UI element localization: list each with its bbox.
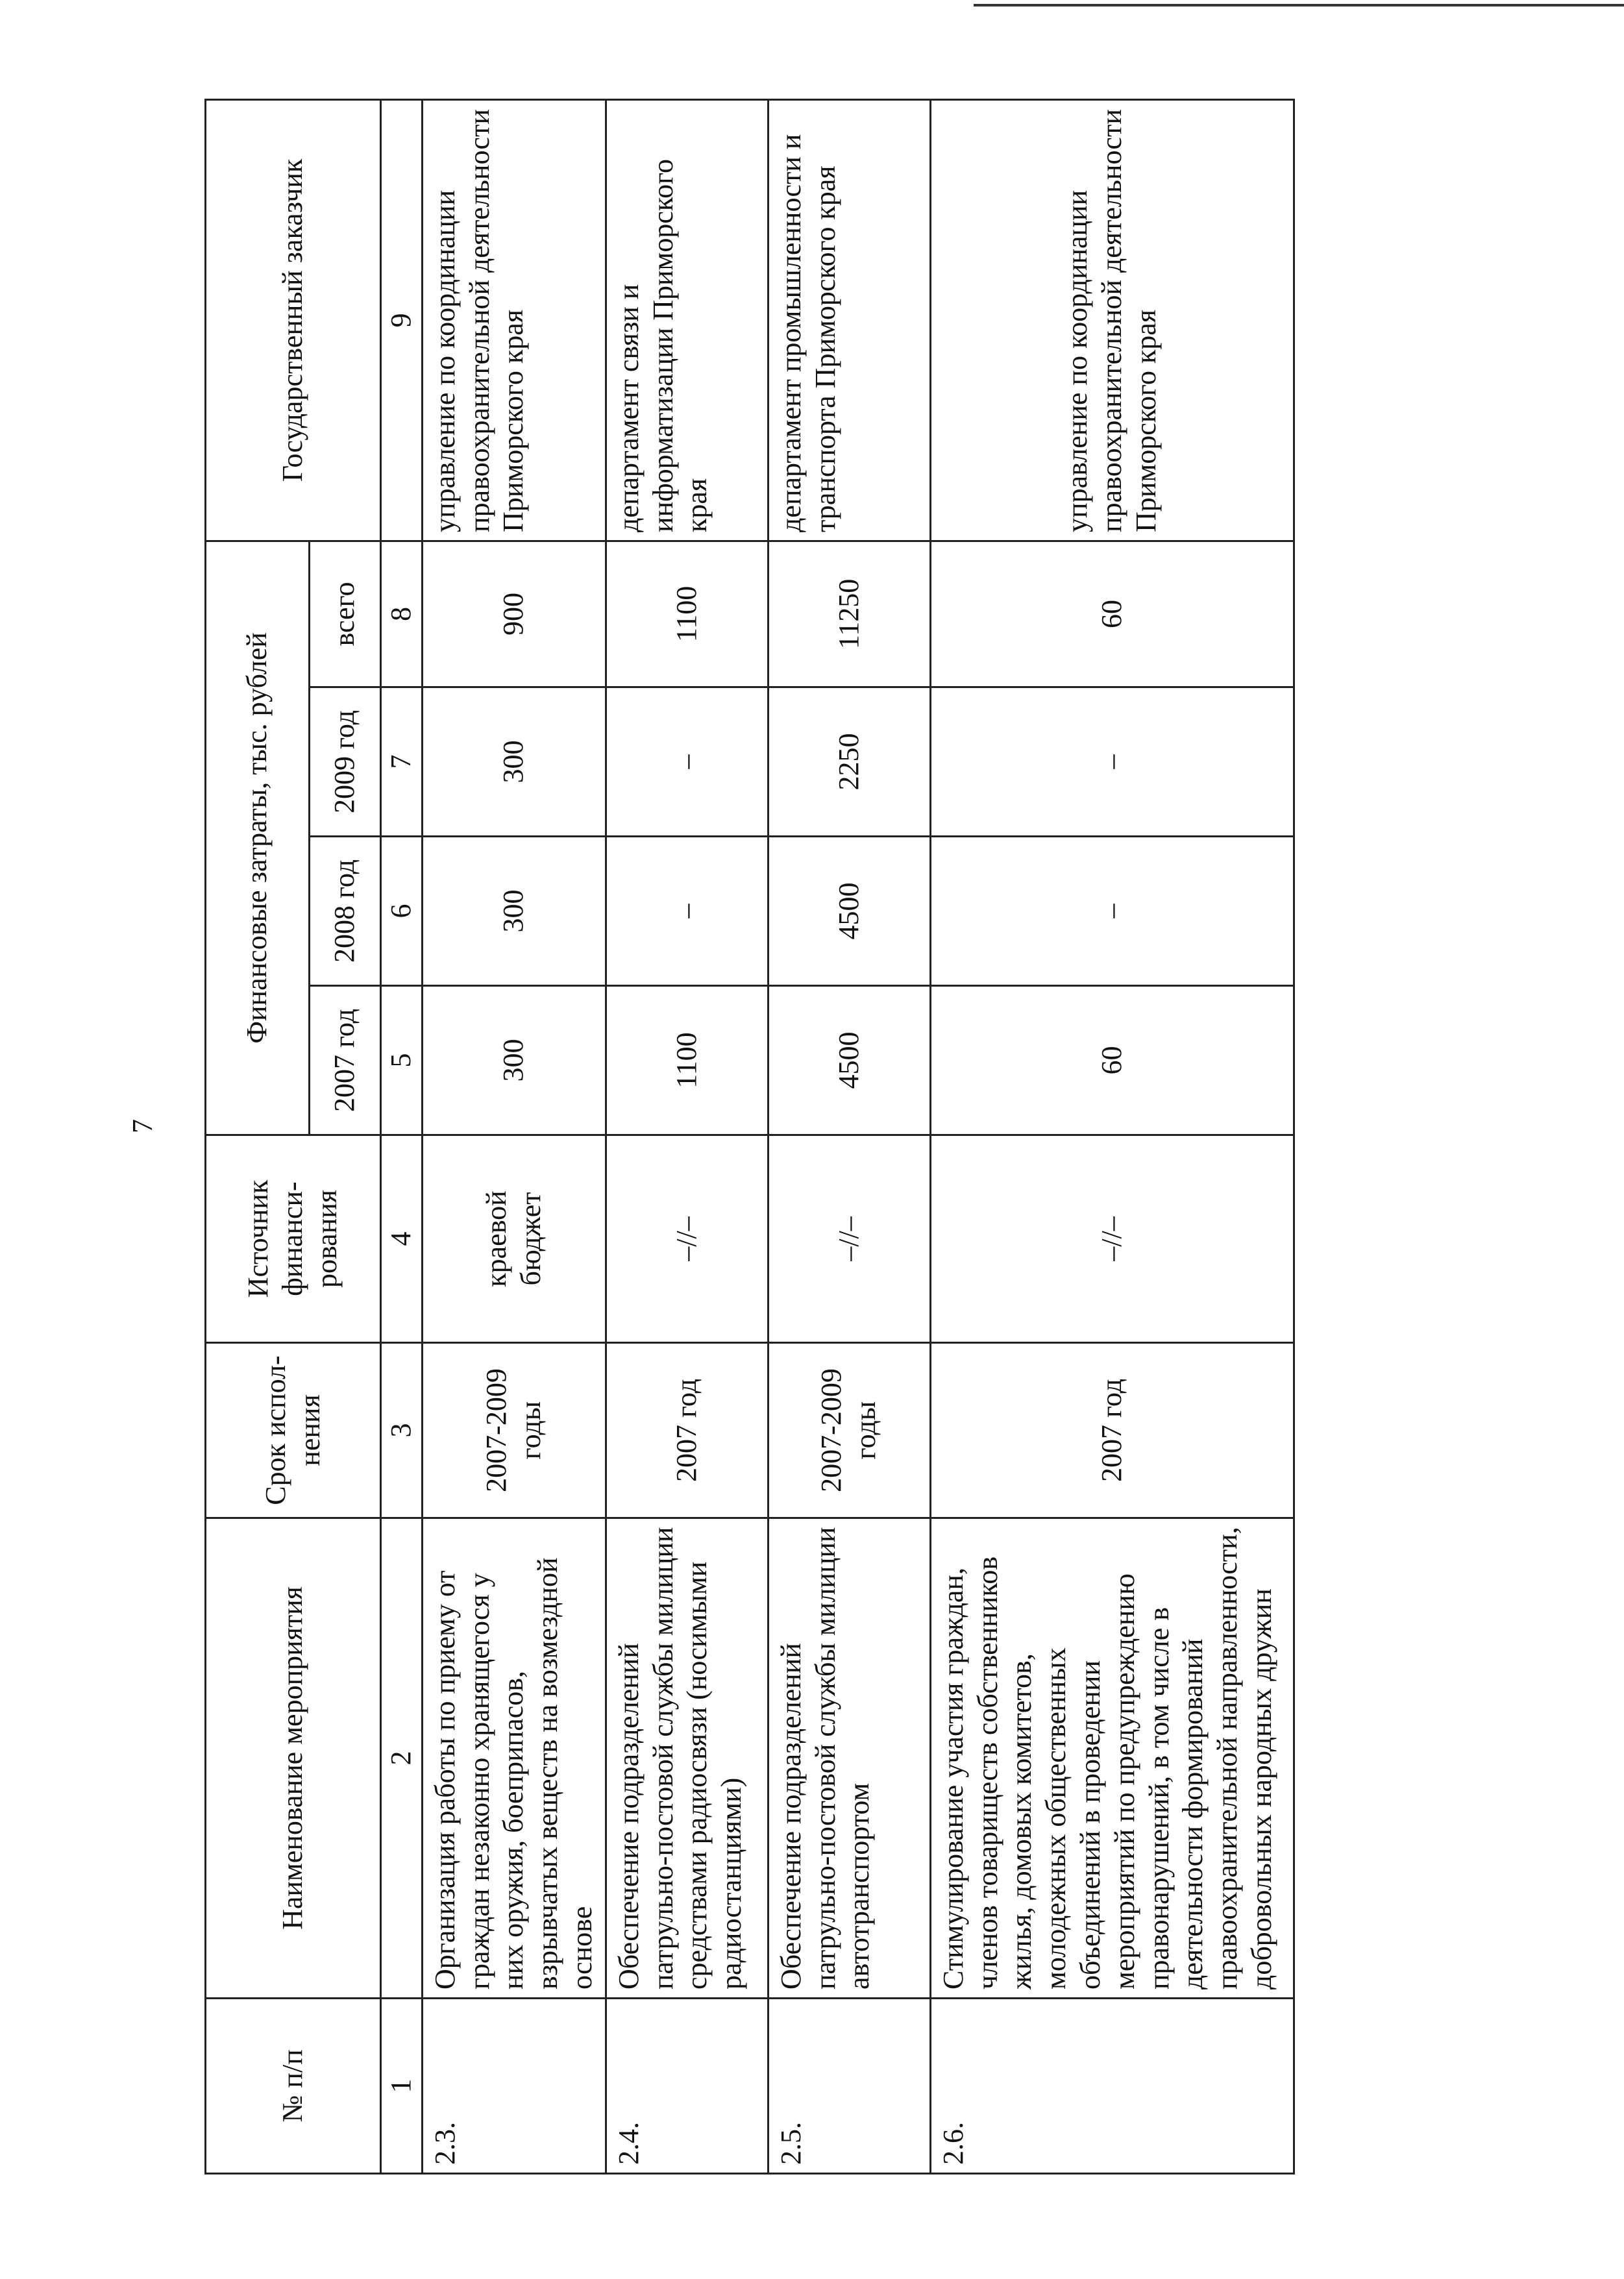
row-total: 1100 — [606, 541, 768, 687]
row-num: 2.4. — [606, 1999, 768, 2174]
activities-table — [204, 99, 1295, 2174]
row-name: Стимулирование участия граждан, членов товариществ собственников жилья, домовых комитетов, молодежных общественных объединений в проведении мероприятий по предупреждению правонарушений, в том числе в деятельности формирований правоохранительной направленности, добровольных народных дружин — [930, 1518, 1294, 1999]
index-cell: 2 — [381, 1518, 423, 1999]
header-costs-group: Финансовые затраты, тыс. рублей — [206, 541, 310, 1135]
row-term: 2007-2009 годы — [422, 1343, 606, 1518]
row-total: 900 — [422, 541, 606, 687]
row-term: 2007 год — [606, 1343, 768, 1518]
header-2007: 2007 год — [310, 986, 381, 1135]
row-source: –//– — [606, 1135, 768, 1343]
row-name: Обеспечение подразделений патрульно-постовой службы милиции автотранспортом — [768, 1518, 930, 1999]
header-2009: 2009 год — [310, 687, 381, 837]
row-2008: 300 — [422, 837, 606, 986]
row-num: 2.6. — [930, 1999, 1294, 2174]
row-2008: – — [930, 837, 1294, 986]
index-cell: 3 — [381, 1343, 423, 1518]
row-2007: 1100 — [606, 986, 768, 1135]
row-2009: – — [930, 687, 1294, 837]
row-total: 60 — [930, 541, 1294, 687]
row-2007: 4500 — [768, 986, 930, 1135]
index-cell: 8 — [381, 541, 423, 687]
page-number: 7 — [127, 1119, 158, 1133]
row-2007: 300 — [422, 986, 606, 1135]
row-2008: 4500 — [768, 837, 930, 986]
row-source: –//– — [768, 1135, 930, 1343]
table-row — [768, 99, 930, 2173]
row-customer: департамент связи и информатизации Приморского края — [606, 99, 768, 541]
row-2007: 60 — [930, 986, 1294, 1135]
table-rotated-wrapper — [204, 101, 1275, 2174]
header-total: всего — [310, 541, 381, 687]
index-cell: 4 — [381, 1135, 423, 1343]
header-2008: 2008 год — [310, 837, 381, 986]
row-customer: департамент промышленности и транспорта Приморского края — [768, 99, 930, 541]
index-cell: 7 — [381, 687, 423, 837]
table-row — [606, 99, 768, 2173]
row-customer: управление по координации правоохранительной деятельности Приморского края — [930, 99, 1294, 541]
header-customer: Государственный заказчик — [206, 99, 381, 541]
row-2009: 300 — [422, 687, 606, 837]
row-2009: – — [606, 687, 768, 837]
row-num: 2.3. — [422, 1999, 606, 2174]
index-cell: 6 — [381, 837, 423, 986]
row-2008: – — [606, 837, 768, 986]
index-cell: 1 — [381, 1999, 423, 2174]
top-edge-rule — [974, 4, 1624, 6]
row-customer: управление по координации правоохранительной деятельности Приморского края — [422, 99, 606, 541]
row-name: Обеспечение подразделений патрульно-постовой службы милиции средствами радиосвязи (носимыми радиостанциями) — [606, 1518, 768, 1999]
table-row — [422, 99, 606, 2173]
row-source: –//– — [930, 1135, 1294, 1343]
row-term: 2007-2009 годы — [768, 1343, 930, 1518]
row-total: 11250 — [768, 541, 930, 687]
row-term: 2007 год — [930, 1343, 1294, 1518]
row-2009: 2250 — [768, 687, 930, 837]
row-source: краевой бюджет — [422, 1135, 606, 1343]
table-row — [930, 99, 1294, 2173]
row-name: Организация работы по приему от граждан незаконно хранящегося у них оружия, боеприпасов, взрывчатых веществ на возмездной основе — [422, 1518, 606, 1999]
row-num: 2.5. — [768, 1999, 930, 2174]
index-cell: 9 — [381, 99, 423, 541]
header-source: Источник финанси-рования — [206, 1135, 381, 1343]
header-name: Наименование мероприятия — [206, 1518, 381, 1999]
header-num: № п/п — [206, 1999, 381, 2174]
column-index-row — [381, 99, 423, 2173]
index-cell: 5 — [381, 986, 423, 1135]
header-term: Срок испол-нения — [206, 1343, 381, 1518]
